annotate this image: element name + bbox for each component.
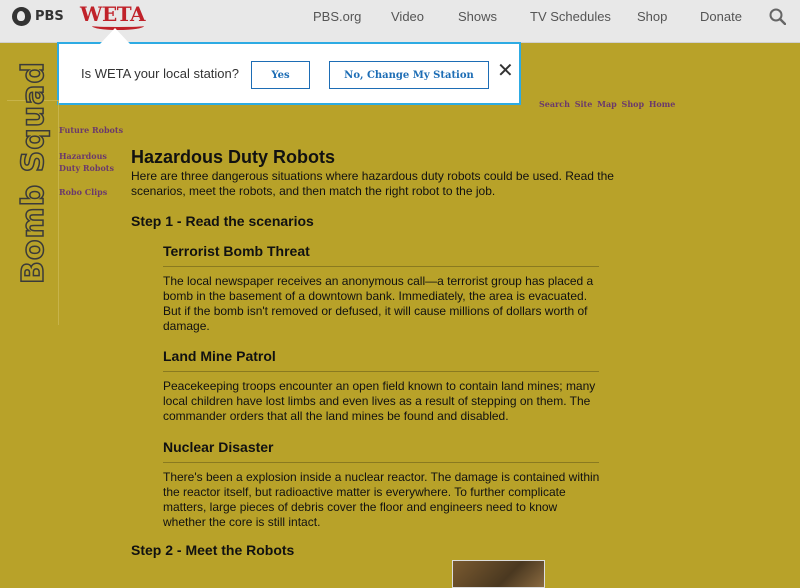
nav-pbs-org[interactable]: PBS.org [313, 9, 362, 24]
scenario-text-bomb: The local newspaper receives an anonymous call—a terrorist group has placed a bomb in the basement of a downtown bank. Immediately, the area is evacuated. But if the bomb isn't removed or defused, it will cause millions of dollars worth of damage. [163, 274, 594, 333]
sidebar-item-robo-clips[interactable]: Robo Clips [59, 187, 108, 197]
pbs-label: PBS [35, 9, 64, 24]
yes-button[interactable]: Yes [251, 61, 310, 89]
popup-question: Is WETA your local station? [81, 66, 239, 81]
page-title: Hazardous Duty Robots [131, 147, 336, 167]
nav-donate[interactable]: Donate [700, 9, 742, 24]
sidebar-item-hazardous-duty-robots[interactable]: Hazardous Duty Robots [59, 151, 114, 173]
popup-caret [100, 28, 130, 44]
top-links[interactable]: Search Site Map Shop Home [539, 99, 676, 109]
scenario-heading-bomb: Terrorist Bomb Threat [163, 243, 310, 259]
bomb-squad-label: Bomb Squad [16, 61, 51, 284]
weta-logo[interactable]: WETA [80, 2, 146, 26]
divider [163, 266, 599, 267]
sidebar-item-future-robots[interactable]: Future Robots [59, 125, 124, 135]
scenario-heading-nuclear: Nuclear Disaster [163, 439, 274, 455]
robot-photo [452, 560, 545, 588]
nav-shop[interactable]: Shop [637, 9, 668, 24]
pbs-head-icon [12, 7, 31, 26]
pbs-logo[interactable] [12, 7, 64, 26]
nav-shows[interactable]: Shows [458, 9, 498, 24]
search-icon[interactable] [769, 8, 786, 25]
scenario-text-nuclear: There's been a explosion inside a nuclear reactor. The damage is contained within the reactor itself, but radioactive matter is everywhere. To further complicate matters, large pieces of debris cover the floor and engineers need to know whether the core is still intact. [163, 470, 600, 529]
local-station-popup [57, 42, 521, 105]
bomb-squad-logo [16, 61, 60, 284]
divider [163, 371, 599, 372]
scenario-text-landmine: Peacekeeping troops encounter an open field known to contain land mines; many local children have lost limbs and even lives as a result of stepping on them. The commander orders that all the land mines be found and disabled. [163, 379, 596, 423]
intro-text: Here are three dangerous situations where hazardous duty robots could be used. Read the scenarios, meet the robots, and then match the right robot to the job. [131, 169, 614, 198]
nav-video[interactable]: Video [391, 9, 425, 24]
scenario-heading-landmine: Land Mine Patrol [163, 348, 276, 364]
close-icon[interactable]: ✕ [497, 60, 514, 82]
change-station-button[interactable]: No, Change My Station [329, 61, 489, 89]
step-2-heading: Step 2 - Meet the Robots [131, 542, 295, 558]
nav-tv-schedules[interactable]: TV Schedules [530, 9, 611, 24]
step-1-heading: Step 1 - Read the scenarios [131, 213, 314, 229]
divider [163, 462, 599, 463]
